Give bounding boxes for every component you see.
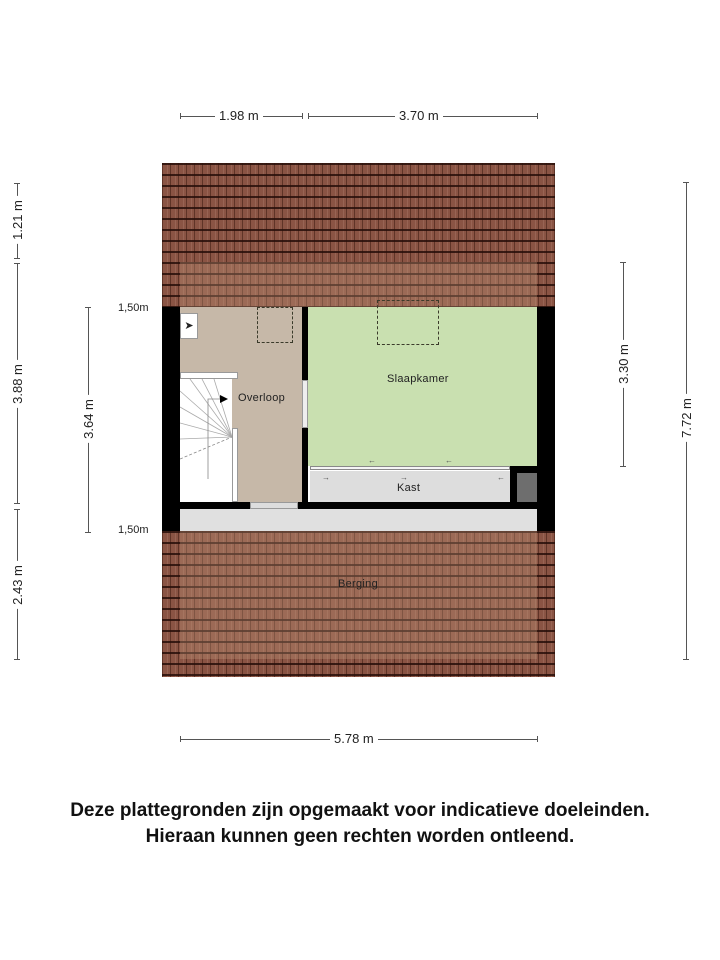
skylight-slaapkamer bbox=[377, 300, 439, 345]
room-label-overloop: Overloop bbox=[238, 392, 286, 404]
dim-tick bbox=[14, 659, 20, 660]
dim-tick bbox=[14, 258, 20, 259]
arrow-left-icon: ← bbox=[445, 456, 453, 465]
sliding-door-track bbox=[310, 466, 510, 470]
wall-left bbox=[162, 307, 180, 531]
disclaimer-line-2: Hieraan kunnen geen rechten worden ontleend. bbox=[145, 826, 575, 847]
berging-area bbox=[180, 531, 537, 659]
dim-label-bottom: 5.78 m bbox=[330, 732, 378, 746]
boiler-icon: ➤ bbox=[180, 313, 198, 339]
arrow-right-icon: → bbox=[400, 473, 408, 482]
arrow-right-icon: → bbox=[322, 473, 330, 482]
staircase bbox=[180, 379, 232, 502]
dim-label-left-middle: 3.88 m bbox=[11, 360, 25, 408]
dim-label-inner-left: 3.64 m bbox=[82, 395, 96, 443]
door-overloop bbox=[250, 502, 298, 509]
stair-treads-icon bbox=[180, 379, 232, 502]
height-marker-bottom: 1,50m bbox=[118, 524, 149, 536]
room-label-kast: Kast bbox=[397, 482, 421, 494]
dim-label-left-top: 1.21 m bbox=[11, 196, 25, 244]
dim-tick bbox=[14, 503, 20, 504]
wall-right bbox=[537, 307, 555, 531]
stair-railing bbox=[180, 372, 238, 379]
dim-label-top-left: 1.98 m bbox=[215, 109, 263, 123]
wall-bottom bbox=[180, 502, 537, 509]
roof-overhang-upper bbox=[180, 262, 537, 307]
knee-wall-strip bbox=[180, 509, 537, 531]
dim-label-left-bottom: 2.43 m bbox=[11, 561, 25, 609]
dim-tick bbox=[537, 113, 538, 119]
dim-tick bbox=[683, 659, 689, 660]
skylight-overloop bbox=[257, 307, 293, 343]
arrow-left-icon: ← bbox=[368, 456, 376, 465]
dim-label-right-total: 7.72 m bbox=[680, 394, 694, 442]
dim-label-inner-right: 3.30 m bbox=[617, 340, 631, 388]
dim-tick bbox=[537, 736, 538, 742]
dim-tick bbox=[302, 113, 303, 119]
arrow-left-icon: ← bbox=[497, 473, 505, 482]
stair-wall bbox=[232, 428, 238, 502]
room-label-berging: Berging bbox=[338, 578, 379, 590]
room-label-slaapkamer: Slaapkamer bbox=[387, 373, 449, 385]
shaft bbox=[517, 473, 537, 502]
height-marker-top: 1,50m bbox=[118, 302, 149, 314]
dim-label-top-right: 3.70 m bbox=[395, 109, 443, 123]
dim-tick bbox=[620, 466, 626, 467]
disclaimer-line-1: Deze plattegronden zijn opgemaakt voor indicatieve doeleinden. bbox=[70, 800, 650, 821]
dim-tick bbox=[85, 532, 91, 533]
